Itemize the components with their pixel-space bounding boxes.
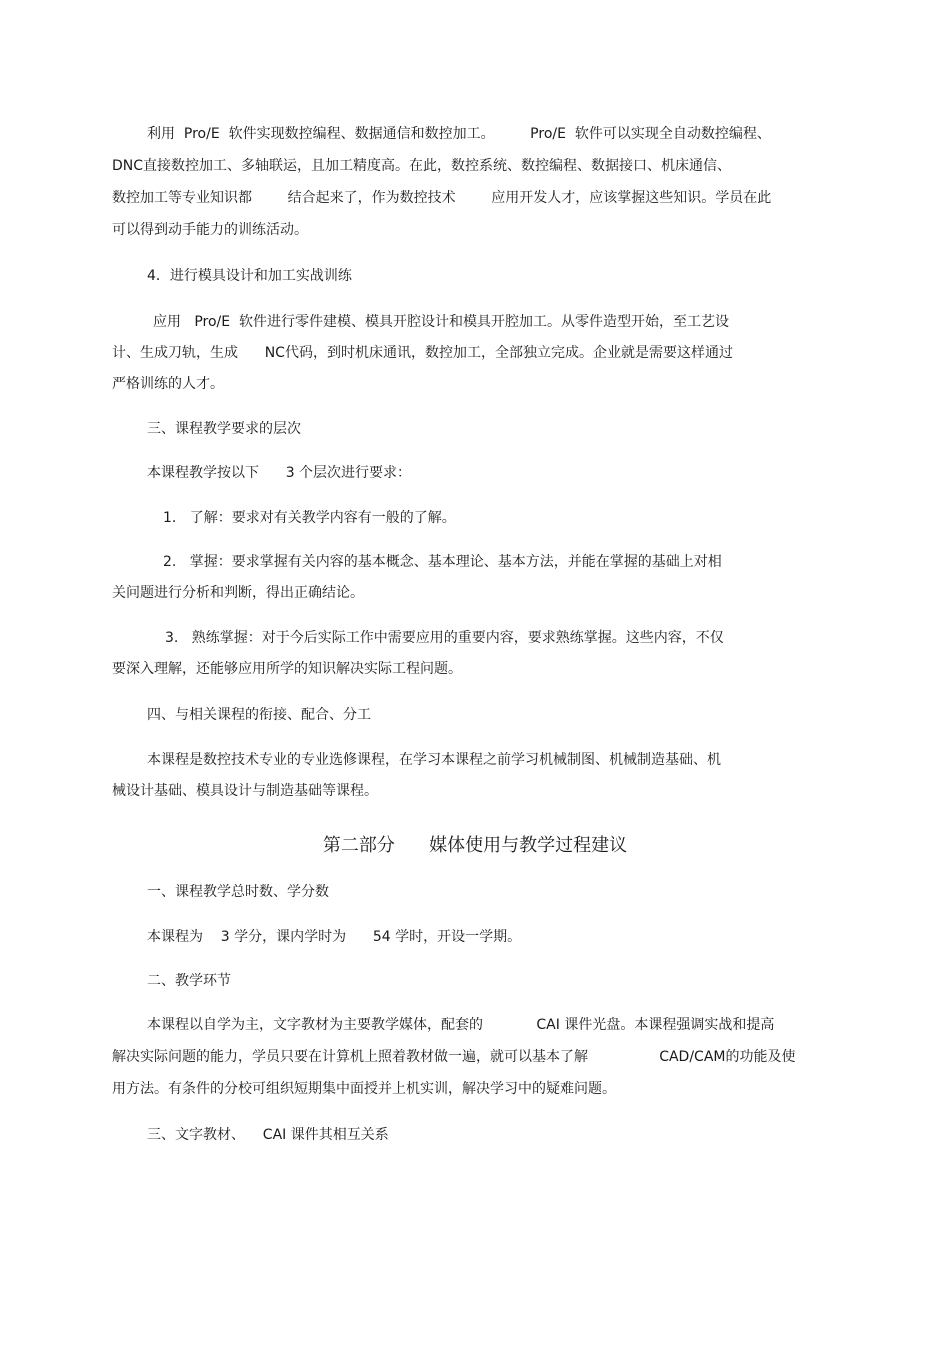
paragraph-line: 本课程为 3 学分，课内学时为 54 学时，开设一学期。: [147, 929, 522, 945]
paragraph-line: DNC直接数控加工、多轴联运，且加工精度高。在此，数控系统、数控编程、数据接口、机床通信、: [112, 158, 732, 174]
paragraph-line: 可以得到动手能力的训练活动。: [112, 222, 308, 238]
section-heading: 一、课程教学总时数、学分数: [147, 884, 329, 900]
paragraph-line: 计、生成刀轨，生成 NC代码，到时机床通讯，数控加工，全部独立完成。企业就是需要这样通过: [112, 345, 733, 361]
section-heading: 三、文字教材、 CAI 课件其相互关系: [147, 1127, 389, 1143]
list-item: 1. 了解：要求对有关教学内容有一般的了解。: [163, 510, 456, 526]
paragraph-line: 解决实际问题的能力，学员只要在计算机上照着教材做一遍，就可以基本了解 CAD/CAM的功能及使: [112, 1049, 796, 1065]
paragraph-line: 数控加工等专业知识都 结合起来了，作为数控技术 应用开发人才，应该掌握这些知识。学员在此: [112, 190, 772, 206]
paragraph-line: 要深入理解，还能够应用所学的知识解决实际工程问题。: [112, 661, 462, 677]
section-heading: 4．进行模具设计和加工实战训练: [147, 268, 352, 284]
list-item: 3. 熟练掌握：对于今后实际工作中需要应用的重要内容，要求熟练掌握。这些内容，不仅: [165, 630, 724, 646]
paragraph-line: 本课程以自学为主，文字教材为主要教学媒体，配套的 CAI 课件光盘。本课程强调实战和提高: [147, 1017, 775, 1033]
paragraph-line: 利用 Pro/E 软件实现数控编程、数据通信和数控加工。 Pro/E 软件可以实现全自动数控编程、: [147, 126, 771, 142]
paragraph-line: 关问题进行分析和判断，得出正确结论。: [112, 585, 364, 601]
section-heading: 三、课程教学要求的层次: [147, 421, 301, 437]
list-item: 2. 掌握：要求掌握有关内容的基本概念、基本理论、基本方法，并能在掌握的基础上对相: [163, 554, 722, 570]
paragraph-line: 本课程教学按以下 3 个层次进行要求：: [147, 465, 412, 481]
paragraph-line: 应用 Pro/E 软件进行零件建模、模具开腔设计和模具开腔加工。从零件造型开始，至工艺设: [153, 314, 730, 330]
paragraph-line: 严格训练的人才。: [112, 376, 224, 392]
paragraph-line: 械设计基础、模具设计与制造基础等课程。: [112, 783, 378, 799]
section-heading: 二、教学环节: [147, 973, 231, 989]
paragraph-line: 本课程是数控技术专业的专业选修课程，在学习本课程之前学习机械制图、机械制造基础、机: [147, 752, 721, 768]
section-heading: 四、与相关课程的衔接、配合、分工: [147, 707, 371, 723]
paragraph-line: 用方法。有条件的分校可组织短期集中面授并上机实训，解决学习中的疑难问题。: [112, 1081, 616, 1097]
part-title: 第二部分 媒体使用与教学过程建议: [322, 835, 628, 856]
